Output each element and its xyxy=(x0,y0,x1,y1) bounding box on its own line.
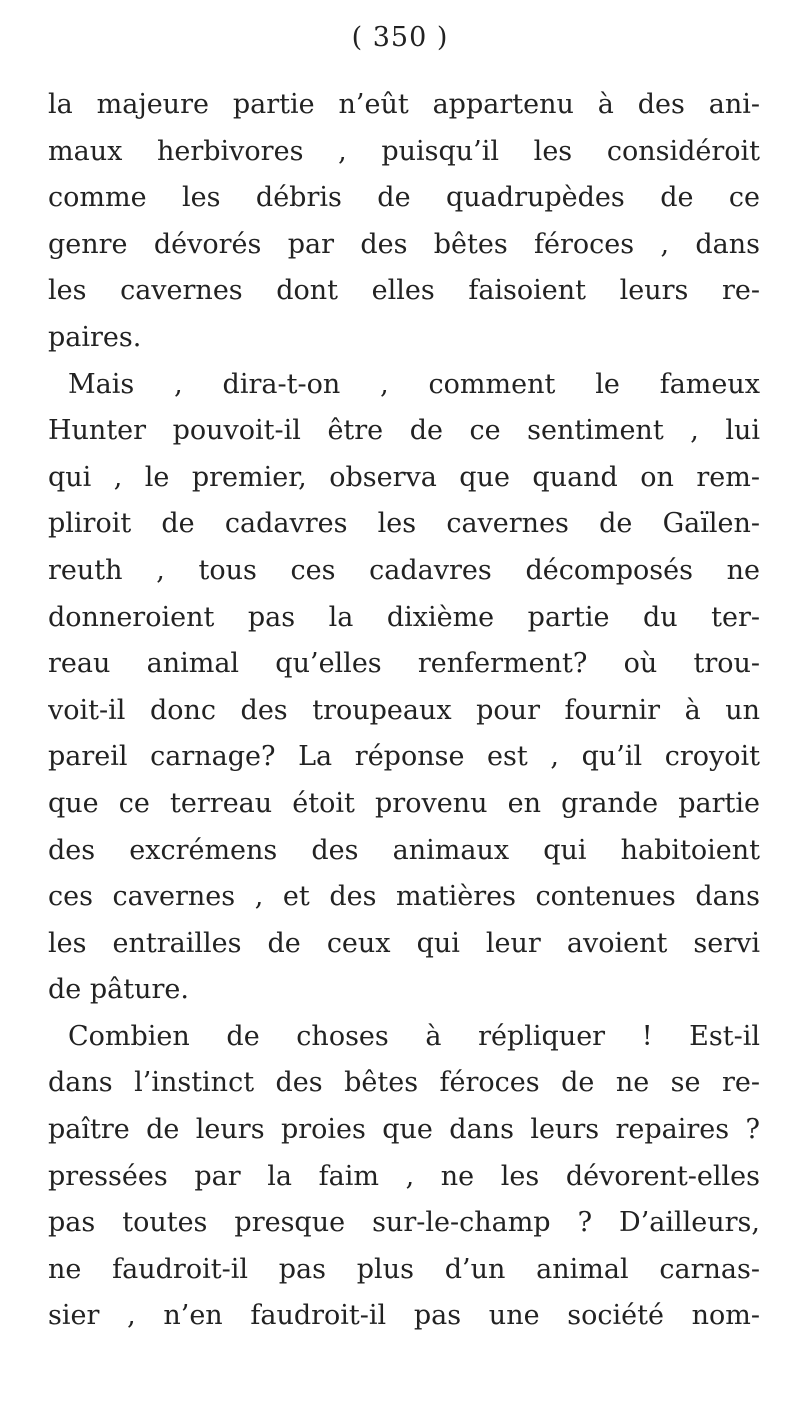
text-line: Combien de choses à répliquer ! Est-il xyxy=(68,1020,760,1052)
text-line: ne faudroit-il pas plus d’un animal carnas- xyxy=(48,1253,760,1285)
text-line: pas toutes presque sur-le-champ ? D’ailleurs, xyxy=(48,1207,760,1239)
text-line: comme les débris de quadrupèdes de ce xyxy=(48,182,760,214)
text-line: pressées par la faim , ne les dévorent-elles xyxy=(48,1160,760,1192)
text-line: Hunter pouvoit-il être de ce sentiment , lui xyxy=(48,415,760,447)
text-line: maux herbivores , puisqu’il les considéroit xyxy=(48,135,760,167)
page-number: ( 350 ) xyxy=(351,22,449,53)
text-line: reuth , tous ces cadavres décomposés ne xyxy=(48,554,760,586)
text-line: paître de leurs proies que dans leurs repaires ? xyxy=(48,1114,760,1146)
text-line: genre dévorés par des bêtes féroces , dans xyxy=(48,228,760,260)
text-line: dans l’instinct des bêtes féroces de ne se re- xyxy=(48,1067,760,1099)
text-line: sier , n’en faudroit-il pas une société nom- xyxy=(48,1300,760,1332)
text-line: ces cavernes , et des matières contenues dans xyxy=(48,881,760,913)
text-line: paires. xyxy=(48,321,142,353)
text-line: la majeure partie n’eût appartenu à des ani- xyxy=(48,89,760,120)
text-line: pliroit de cadavres les cavernes de Gaïlen- xyxy=(48,508,760,540)
text-line: que ce terreau étoit provenu en grande partie xyxy=(48,787,760,819)
text-line: les cavernes dont elles faisoient leurs re- xyxy=(48,275,760,307)
body-text xyxy=(48,82,760,1340)
text-line: de pâture. xyxy=(48,974,189,1006)
text-line: reau animal qu’elles renferment? où trou- xyxy=(48,648,760,680)
text-line: Mais , dira-t-on , comment le fameux xyxy=(68,368,760,400)
text-line: les entrailles de ceux qui leur avoient servi xyxy=(48,927,760,959)
text-line: donneroient pas la dixième partie du ter- xyxy=(48,601,760,633)
text-line: qui , le premier, observa que quand on rem- xyxy=(48,461,760,493)
text-line: pareil carnage? La réponse est , qu’il croyoit xyxy=(48,741,760,773)
text-line: voit-il donc des troupeaux pour fournir à un xyxy=(48,694,760,726)
text-line: des excrémens des animaux qui habitoient xyxy=(48,834,760,866)
